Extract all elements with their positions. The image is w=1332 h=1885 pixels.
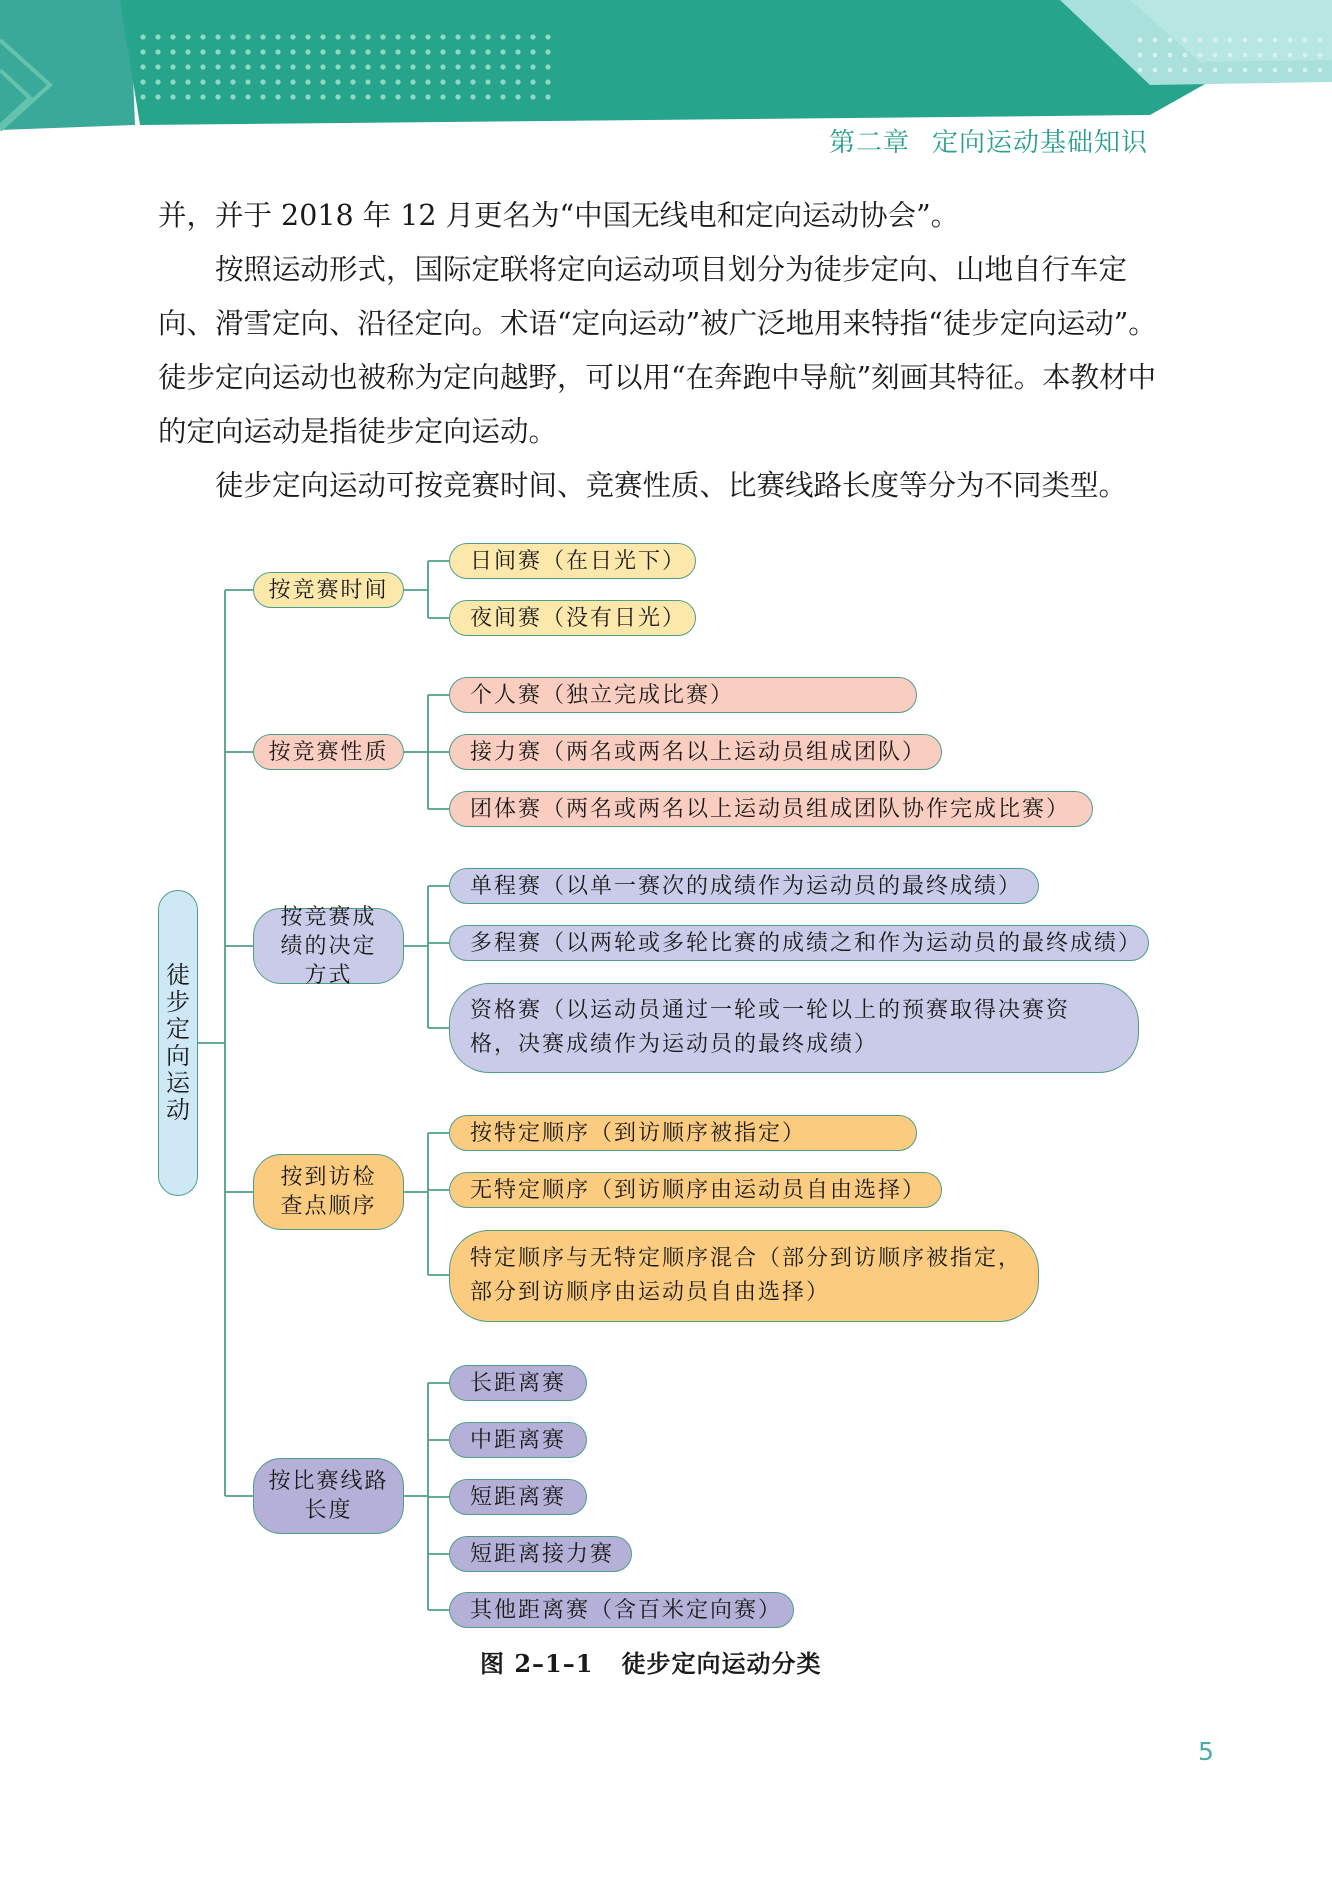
leaf-label: 长距离赛	[470, 1370, 567, 1396]
leaf-free-order	[449, 1172, 942, 1208]
group-label: 按竞赛性质	[268, 739, 389, 765]
group-course-length	[253, 1458, 404, 1534]
leaf-mixed-order	[449, 1230, 1039, 1322]
group-competition-time	[253, 572, 404, 608]
leaf-team	[449, 791, 1093, 827]
leaf-other-distance	[449, 1592, 794, 1628]
leaf-label: 中距离赛	[470, 1427, 567, 1453]
figure-title: 徒步定向运动分类	[621, 1649, 822, 1678]
figure-caption	[480, 1644, 821, 1679]
leaf-label: 日间赛（在日光下）	[470, 548, 687, 574]
figure-number: 图 2–1–1	[480, 1649, 594, 1678]
leaf-label: 短距离接力赛	[470, 1541, 615, 1567]
leaf-label: 个人赛（独立完成比赛）	[470, 682, 735, 708]
leaf-label: 单程赛（以单一赛次的成绩作为运动员的最终成绩）	[470, 873, 1023, 899]
leaf-middle-distance	[449, 1422, 587, 1458]
leaf-day-race	[449, 543, 696, 579]
leaf-label: 特定顺序与无特定顺序混合（部分到访顺序被指定，部分到访顺序由运动员自由选择）	[470, 1246, 1023, 1305]
group-checkpoint-order	[253, 1154, 404, 1230]
body-paragraph-1: 并，并于 2018 年 12 月更名为“中国无线电和定向运动协会”。	[158, 199, 960, 232]
chapter-title: 定向运动基础知识	[931, 128, 1148, 158]
group-result-method	[253, 904, 404, 988]
leaf-label: 其他距离赛（含百米定向赛）	[470, 1597, 783, 1623]
leaf-sprint-relay	[449, 1536, 632, 1572]
leaf-night-race	[449, 600, 696, 636]
leaf-label: 多程赛（以两轮或多轮比赛的成绩之和作为运动员的最终成绩）	[470, 930, 1143, 956]
leaf-specified-order	[449, 1115, 917, 1151]
leaf-label: 团体赛（两名或两名以上运动员组成团队协作完成比赛）	[470, 796, 1071, 822]
body-paragraph-2: 按照运动形式，国际定联将定向运动项目划分为徒步定向、山地自行车定向、滑雪定向、沿径定向。术语“定向运动”被广泛地用来特指“徒步定向运动”。徒步定向运动也被称为定向越野，可以用“在奔跑中导航”刻画其特征。本教材中的定向运动是指徒步定向运动。	[158, 253, 1157, 448]
group-label: 按到访检查点顺序	[280, 1165, 377, 1219]
group-label: 按比赛线路长度	[268, 1469, 389, 1523]
body-paragraph-3: 徒步定向运动可按竞赛时间、竞赛性质、比赛线路长度等分为不同类型。	[215, 469, 1128, 502]
leaf-label: 夜间赛（没有日光）	[470, 605, 687, 631]
leaf-label: 无特定顺序（到访顺序由运动员自由选择）	[470, 1177, 927, 1203]
group-label: 按竞赛时间	[268, 577, 389, 603]
group-label: 按竞赛成绩的决定方式	[280, 904, 377, 988]
leaf-single-stage	[449, 868, 1039, 904]
leaf-relay	[449, 734, 942, 770]
group-competition-nature	[253, 734, 404, 770]
leaf-long-distance	[449, 1365, 587, 1401]
root-label: 徒步定向运动	[166, 961, 190, 1124]
chapter-number: 第二章	[828, 128, 910, 158]
leaf-label: 接力赛（两名或两名以上运动员组成团队）	[470, 739, 927, 765]
root-node	[158, 890, 198, 1196]
leaf-label: 资格赛（以运动员通过一轮或一轮以上的预赛取得决赛资格，决赛成绩作为运动员的最终成绩）	[470, 998, 1071, 1057]
leaf-qualification	[449, 983, 1139, 1073]
page-number: 5	[1198, 1737, 1214, 1766]
leaf-label: 按特定顺序（到访顺序被指定）	[470, 1120, 807, 1146]
leaf-individual	[449, 677, 917, 713]
leaf-multi-stage	[449, 925, 1149, 961]
leaf-label: 短距离赛	[470, 1484, 567, 1510]
leaf-sprint	[449, 1479, 587, 1515]
